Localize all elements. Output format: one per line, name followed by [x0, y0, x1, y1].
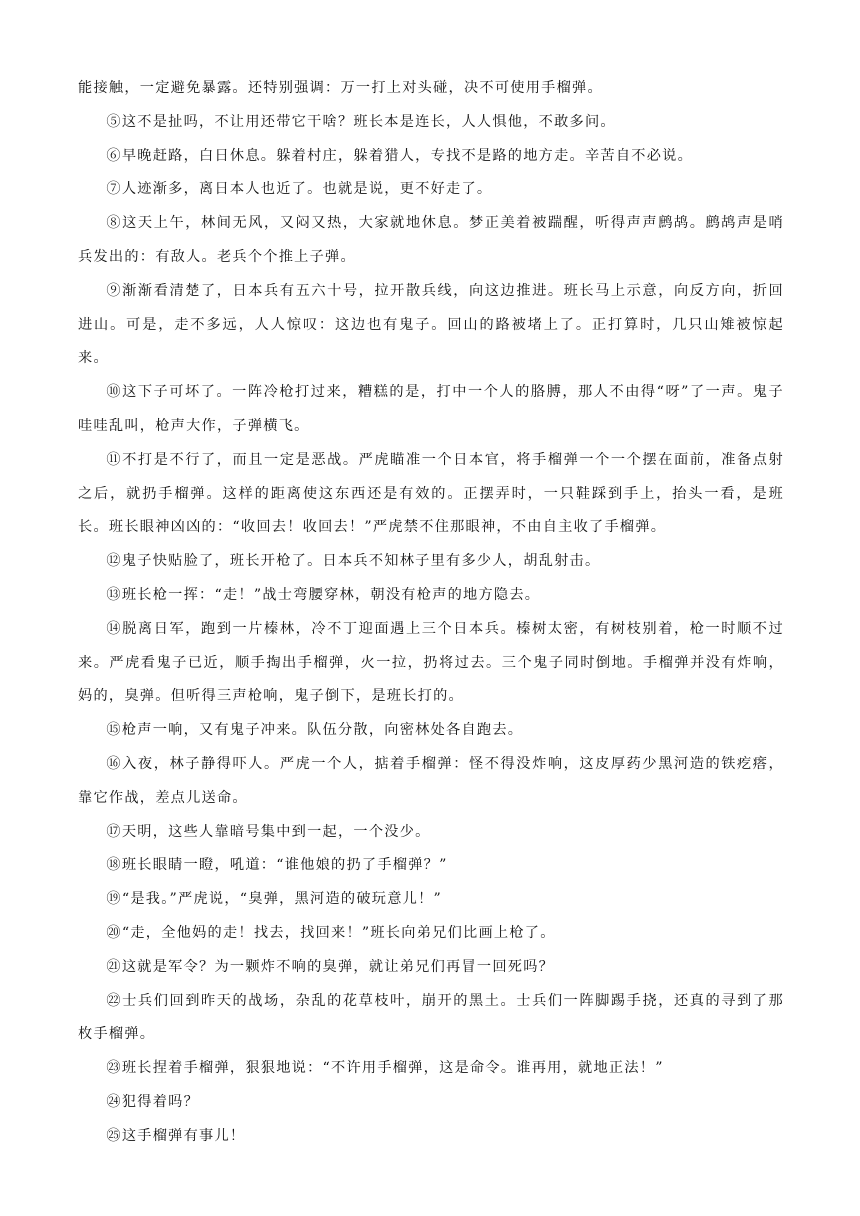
paragraph-continuation: 能接触，一定避免暴露。还特别强调：万一打上对头碰，决不可使用手榴弹。	[78, 80, 603, 96]
document-body	[78, 72, 784, 1154]
paragraph-22: ㉒士兵们回到昨天的战场，杂乱的花草枝叶，崩开的黑土。士兵们一阵脚踢手挠，还真的寻到了那枚手榴弹。	[78, 992, 784, 1043]
paragraph-15: ⑮枪声一响，又有鬼子冲来。队伍分散，向密林处各自跑去。	[106, 722, 524, 739]
paragraph-16: ⑯入夜，林子静得吓人。严虎一个人，掂着手榴弹：怪不得没炸响，这皮厚药少黑河造的铁疙瘩，靠它作战，差点儿送命。	[78, 755, 784, 806]
paragraph-19: ⑲“是我。”严虎说，“臭弹，黑河造的破玩意儿！”	[106, 891, 443, 908]
paragraph-11: ⑪不打是不行了，而且一定是恶战。严虎瞄准一个日本官，将手榴弹一个一个摆在面前，准备点射之后，就扔手榴弹。这样的距离使这东西还是有效的。正摆弄时，一只鞋踩到手上，抬头一看，是班长。班长眼神凶凶的：“收回去！收回去！”严虎禁不住那眼神，不由自主收了手榴弹。	[78, 451, 784, 536]
paragraph-20: ⑳“走，全他妈的走！找去，找回来！”班长向弟兄们比画上枪了。	[106, 924, 556, 941]
paragraph-12: ⑫鬼子快贴脸了，班长开枪了。日本兵不知林子里有多少人，胡乱射击。	[106, 553, 601, 570]
paragraph-24: ㉔犯得着吗？	[106, 1093, 200, 1110]
paragraph-7: ⑦人迹渐多，离日本人也近了。也就是说，更不好走了。	[106, 181, 493, 198]
paragraph-13: ⑬班长枪一挥：“走！”战士弯腰穿林，朝没有枪声的地方隐去。	[106, 586, 541, 603]
paragraph-8: ⑧这天上午，林间无风，又闷又热，大家就地休息。梦正美着被踹醒，听得声声鹧鸪。鹧鸪声是哨兵发出的：有敌人。老兵个个推上子弹。	[78, 215, 784, 265]
paragraph-9: ⑨渐渐看清楚了，日本兵有五六十号，拉开散兵线，向这边推进。班长马上示意，向反方向，折回进山。可是，走不多远，人人惊叹：这边也有鬼子。回山的路被堵上了。正打算时，几只山雉被惊起来。	[78, 282, 784, 367]
paragraph-5: ⑤这不是扯吗，不让用还带它干啥？班长本是连长，人人惧他，不敢多问。	[106, 113, 616, 130]
paragraph-14: ⑭脱离日军，跑到一片榛林，冷不丁迎面遇上三个日本兵。榛树太密，有树枝别着，枪一时顺不过来。严虎看鬼子已近，顺手掏出手榴弹，火一拉，扔将过去。三个鬼子同时倒地。手榴弹并没有炸响，妈的，臭弹。但听得三声枪响，鬼子倒下，是班长打的。	[78, 620, 784, 705]
paragraph-25: ㉕这手榴弹有事儿！	[106, 1127, 246, 1144]
paragraph-21: ㉑这就是军令？为一颗炸不响的臭弹，就让弟兄们再冒一回死吗？	[106, 958, 555, 975]
paragraph-23: ㉓班长捏着手榴弹，狠狠地说：“不许用手榴弹，这是命令。谁再用，就地正法！”	[106, 1060, 664, 1077]
paragraph-6: ⑥早晚赶路，白日休息。躲着村庄，躲着猎人，专找不是路的地方走。辛苦自不必说。	[106, 147, 694, 164]
paragraph-18: ⑱班长眼睛一瞪，吼道：“谁他娘的扔了手榴弹？”	[106, 857, 448, 874]
paragraph-17: ⑰天明，这些人靠暗号集中到一起，一个没少。	[106, 823, 431, 840]
paragraph-10: ⑩这下子可坏了。一阵冷枪打过来，糟糕的是，打中一个人的胳膊，那人不由得“呀”了一声。鬼子哇哇乱叫，枪声大作，子弹横飞。	[78, 384, 784, 434]
